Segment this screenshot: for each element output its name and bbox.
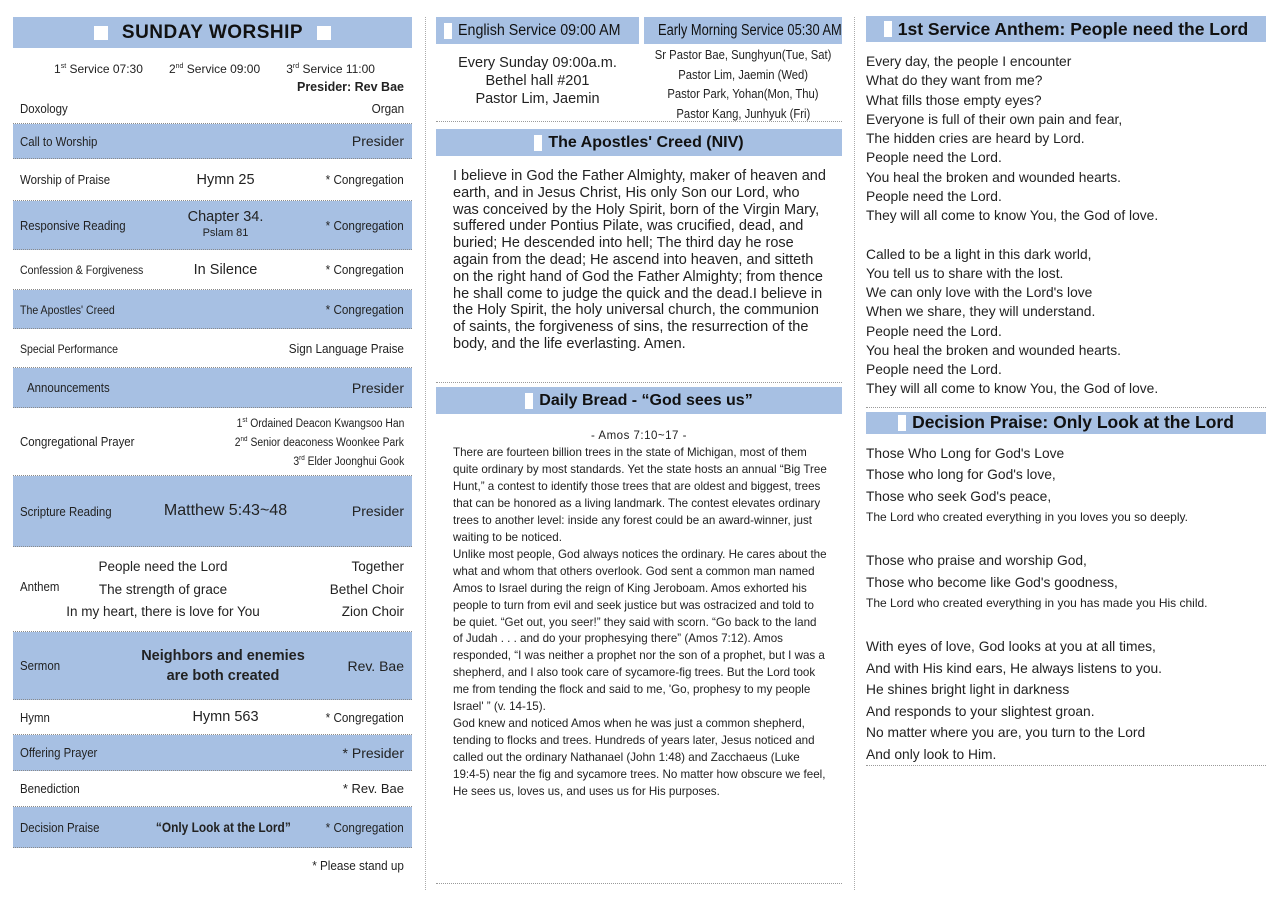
row-leader: * Congregation [325,262,404,277]
row-leader: * Congregation [325,709,404,725]
service-detail-line: Bethel hall #201 [485,73,590,89]
decision-header [866,412,1266,434]
creed-text: I believe in God the Father Almighty, maker of heaven and earth, and in Jesus Christ, His only Son our Lord, who was conceived by the Holy Spirit, born of the Virgin Mary, suffered under Pontius Pilate, was crucified, dead, and buried; He descended into hell; The third day he rose again from the dead; He ascend into heaven, and sitteth on the right hand of God the Father Almighty; from thence he shall come to judge the quick and the dead.I believe in the Holy Spirit, the holy universal church, the communion of saints, the forgiveness of sins, the resurrection of the body, and the life everlasting. Amen. [453,168,826,352]
row-leader: Presider [351,133,404,149]
decision-song: “Only Look at the Lord” [155,819,291,835]
prayer-leader [293,451,404,470]
decision-lyrics [866,443,1266,766]
pastor-line: Sr Pastor Bae, Sunghyun(Tue, Sat) [654,48,832,62]
anthem-item [13,578,412,601]
service-label: Service 09:00 [183,62,261,76]
daily-bread-header [436,387,842,414]
service-detail-line: Pastor Lim, Jaemin [475,91,600,107]
order-row-doxology [13,94,412,124]
service-time [169,62,260,76]
anthem-choir: Together [351,559,404,574]
sermon-title-line: Neighbors and enemies [141,647,305,664]
row-label: Confession & Forgiveness [20,263,144,277]
row-leader: * Congregation [325,301,404,317]
service-time [54,62,143,76]
square-bullet-icon [94,26,108,40]
leader-name: Ordained Deacon Kwangsoo Han [246,417,404,430]
square-bullet-icon [444,23,452,39]
english-service-header [436,17,639,44]
square-bullet-icon [898,415,906,431]
anthem-header [866,16,1266,42]
row-label: Doxology [20,101,68,116]
ordinal-suffix: rd [298,455,305,463]
row-label: The Apostles' Creed [20,302,115,317]
worship-order-column [13,17,412,873]
order-row-offering-prayer [13,735,412,771]
anthem-lyrics [866,52,1266,399]
lyric-line: What do they want from me? [866,73,1043,89]
right-column [866,16,1266,766]
paragraph: There are fourteen billion trees in the state of Michigan, most of them quite ordinary by most standards. Yet the state hosts an annual “Big Tree Hunt,” a contest to identify those trees that are oldest and biggest, trees that can be honored as a living landmark. The contest elevates ordinary trees to another level: inside any forest could be an award-winner, just waiting to be noticed. [453,446,827,544]
row-leader: Presider [351,379,404,396]
lyric-line: The hidden cries are heard by Lord. [866,131,1085,146]
column-divider [854,17,855,890]
lyric-line: People need the Lord. [866,188,1002,204]
footnote-text: * Please stand up [312,858,404,873]
square-bullet-icon [317,26,331,40]
scripture-reference: - Amos 7:10~17 - [591,430,687,442]
row-leader: * Rev. Bae [342,781,404,796]
anthem-song: People need the Lord [98,559,228,574]
lyric-line: With eyes of love, God looks at you at all times, [866,639,1156,654]
anthem-item [13,555,412,578]
row-label: Call to Worship [20,133,98,149]
lyric-line: We can only love with the Lord's love [866,285,1093,300]
early-service-header [644,17,842,44]
lyric-line: And only look to Him. [866,746,997,762]
psalm-text: Pslam 81 [202,226,249,239]
pastor-line: Pastor Lim, Jaemin (Wed) [678,67,808,82]
row-detail: Hymn 563 [192,709,259,725]
ordinal-suffix: nd [240,435,248,443]
english-service-details [436,54,639,108]
order-row-anthem [13,547,412,632]
lyric-line: When we share, they will understand. [866,304,1096,320]
row-label: Offering Prayer [20,745,98,760]
row-detail [153,210,298,241]
decision-title: Decision Praise: Only Look at the Lord [912,412,1234,432]
ordinal: 3 [293,455,299,468]
order-row-call-to-worship [13,124,412,159]
paragraph: God knew and noticed Amos when he was just a common shepherd, tending to flocks and trees. Hundreds of years later, Jesus noticed and called out the ordinary Nathanael (John 1:48) and Zacchaeus (Luke 19:4-5) near the fig and sycamore trees. No matter how obscure we feel, He sees us, loves us, and uses us for His purposes. [453,717,826,799]
lyric-line: Those who praise and worship God, [866,553,1087,568]
prayer-leaders [216,413,412,471]
anthem-list [13,555,412,623]
row-detail: Hymn 25 [196,171,255,188]
lyric-line: You heal the broken and wounded hearts. [866,169,1121,185]
lyric-line: You heal the broken and wounded hearts. [866,342,1121,358]
order-row-sermon [13,632,412,700]
ordinal-suffix: st [60,63,67,70]
order-row-congregational-prayer [13,408,412,476]
square-bullet-icon [884,21,892,37]
sermon-title-line: are both created [166,667,280,684]
creed-title: The Apostles' Creed (NIV) [548,133,744,151]
service-info [436,17,842,121]
chapter-text: Chapter 34. [187,208,264,225]
lyric-line: Those who seek God's peace, [866,488,1052,504]
row-leader: Presider [351,503,404,519]
worship-title: SUNDAY WORSHIP [121,21,304,43]
row-detail: Matthew 5:43~48 [163,502,288,519]
ordinal-suffix: rd [292,63,300,70]
lyric-line: Called to be a light in this dark world, [866,246,1092,262]
divider [866,407,1266,408]
daily-bread-title: Daily Bread - “God sees us” [539,391,753,409]
lyric-line: People need the Lord. [866,150,1002,166]
row-leader: * Congregation [325,172,404,187]
lyric-line: Every day, the people I encounter [866,54,1072,69]
anthem-song: In my heart, there is love for You [66,604,260,619]
row-leader: Rev. Bae [347,657,404,674]
anthem-song: The strength of grace [98,581,228,597]
service-detail-line: Every Sunday 09:00a.m. [458,55,617,71]
lyric-line: They will all come to know You, the God of love. [866,208,1159,223]
lyric-line: Everyone is full of their own pain and fear, [866,111,1123,127]
paragraph: Unlike most people, God always notices the ordinary. He cares about the what and whom that others overlook. God sent a common man named Amos to Israel during the reign of King Jeroboam. Amos exhorted his people to turn from evil and seek justice but was ostracized and told to be quiet. “Get out, you seer!” they said with scorn. “Go back to the land of Judah . . . and do your prophesying there” (Amos 7:12). Amos responded, “I was neither a prophet nor the son of a prophet, but I was a shepherd, and I also took care of sycamore-fig trees. But the Lord took me from tending the flock and said to me, 'Go, prophesy to my people Israel' ” (v. 14-15). [453,547,827,714]
lyric-line: Those Who Long for God's Love [866,445,1065,461]
worship-title-banner [13,17,412,48]
row-leader: Organ [371,101,404,116]
ordinal: 1 [54,62,61,76]
divider [436,883,842,884]
ordinal: 2 [234,436,241,449]
anthem-title: 1st Service Anthem: People need the Lord [897,18,1249,39]
row-leader: Sign Language Praise [288,340,404,356]
lyric-line: Those who long for God's love, [866,467,1056,482]
row-label: Special Performance [20,341,119,356]
row-label: Sermon [20,658,61,673]
lyric-line: The Lord who created everything in you loves you so deeply. [866,510,1188,524]
lyric-line: And responds to your slightest groan. [866,703,1095,719]
ordinal: 2 [168,62,176,76]
row-label: Congregational Prayer [20,434,135,449]
order-row-special-performance [13,329,412,368]
row-leader: * Congregation [325,819,404,835]
order-row-announcements [13,368,412,408]
row-label: Worship of Praise [20,172,111,187]
lyric-line: People need the Lord. [866,323,1002,339]
lyric-line: You tell us to share with the lost. [866,265,1064,281]
anthem-choir: Bethel Choir [329,581,404,597]
row-label: Scripture Reading [20,503,112,519]
row-label: Benediction [20,781,80,796]
stand-up-note [13,858,412,873]
order-row-confession [13,250,412,290]
sermon-title [128,646,318,686]
row-detail: In Silence [193,261,258,278]
row-leader: * Congregation [325,217,404,233]
square-bullet-icon [525,393,533,409]
early-morning-service [644,17,842,124]
divider [866,765,1266,766]
ordinal-suffix: st [242,416,247,424]
anthem-item [13,600,412,623]
lyric-line: He shines bright light in darkness [866,682,1070,697]
row-label: Anthem [20,579,60,594]
ordinal: 3 [286,62,293,76]
pastor-line: Pastor Kang, Junhyuk (Fri) [676,106,810,121]
lyric-line: What fills those empty eyes? [866,92,1042,108]
anthem-choir: Zion Choir [341,604,404,619]
row-label: Hymn [20,709,50,725]
daily-bread-text [436,442,842,883]
order-row-benediction [13,771,412,807]
service-times [13,62,412,76]
lyric-line: And with His kind ears, He always listens to you. [866,660,1162,676]
order-row-worship-of-praise [13,159,412,201]
lyric-line: The Lord who created everything in you has made you His child. [866,596,1208,610]
leader-name: Senior deaconess Woonkee Park [247,436,404,449]
early-service-details [644,46,842,124]
service-time [286,62,375,76]
early-service-title: Early Morning Service 05:30 AM [658,21,842,39]
column-divider [425,17,426,890]
square-bullet-icon [534,135,542,151]
ordinal-suffix: nd [175,63,184,70]
order-row-scripture-reading [13,476,412,547]
leader-name: Elder Joonghui Gook [304,455,404,468]
row-label: Decision Praise [20,819,100,835]
prayer-leader [235,432,404,451]
presider-line: Presider: Rev Bae [296,80,404,94]
divider [436,382,842,383]
row-detail [133,819,313,835]
service-label: Service 07:30 [66,62,143,76]
service-label: Service 11:00 [299,62,375,76]
order-row-apostles-creed [13,290,412,329]
english-service-title: English Service 09:00 AM [458,21,621,39]
pastor-line: Pastor Park, Yohan(Mon, Thu) [667,87,819,101]
order-row-responsive-reading [13,201,412,250]
prayer-leader [236,413,404,432]
lyric-line: They will all come to know You, the God of love. [866,381,1159,397]
lyric-line: No matter where you are, you turn to the Lord [866,725,1146,740]
row-leader: * Presider [342,744,404,761]
english-service [436,17,639,108]
row-label: Responsive Reading [20,217,126,233]
order-row-hymn [13,700,412,735]
lyric-line: Those who become like God's goodness, [866,574,1118,590]
creed-header [436,129,842,156]
middle-column [436,17,842,884]
ordinal: 1 [236,417,243,430]
order-row-decision-praise [13,807,412,848]
lyric-line: People need the Lord. [866,362,1002,377]
row-label: Announcements [27,380,110,395]
